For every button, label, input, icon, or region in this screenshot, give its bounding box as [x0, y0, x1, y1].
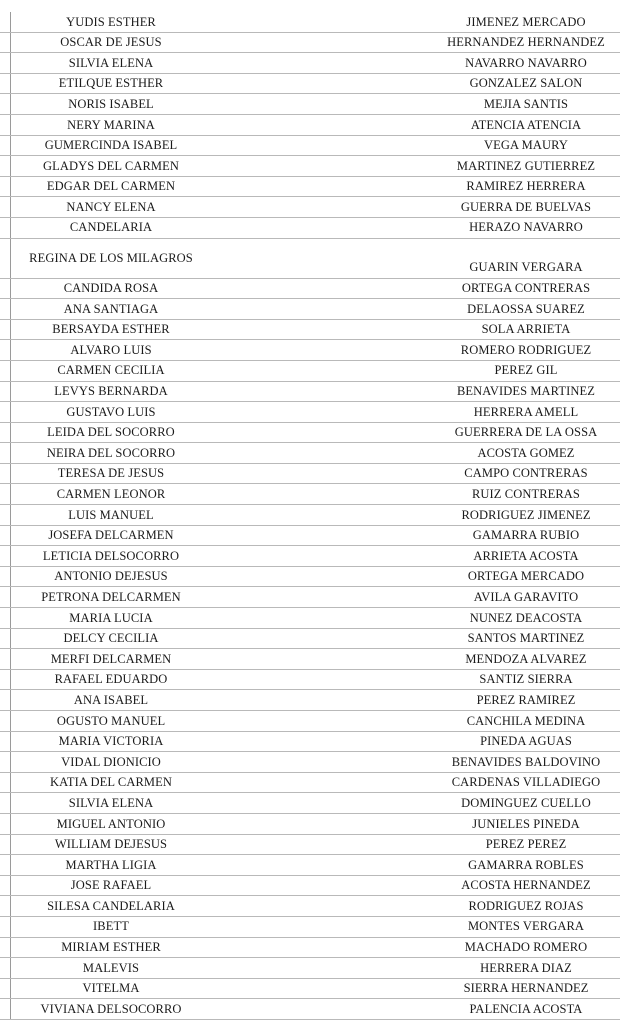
- last-name-cell: MARTINEZ GUTIERREZ: [456, 158, 596, 173]
- last-name-cell: ATENCIA ATENCIA: [470, 117, 582, 132]
- first-name-cell: ANA SANTIAGA: [63, 301, 159, 316]
- last-name-cell: BENAVIDES BALDOVINO: [451, 754, 601, 769]
- table-row: [0, 177, 620, 198]
- first-name-cell: CARMEN LEONOR: [56, 487, 166, 502]
- last-name-cell: SANTOS MARTINEZ: [467, 631, 585, 646]
- first-name-cell: CANDIDA ROSA: [63, 281, 159, 296]
- table-row: [0, 999, 620, 1020]
- table-row: [0, 484, 620, 505]
- last-name-cell: AVILA GARAVITO: [473, 589, 579, 604]
- table-row: [0, 752, 620, 773]
- table-row: [0, 917, 620, 938]
- first-name-cell: BERSAYDA ESTHER: [52, 322, 170, 337]
- table-row: [0, 279, 620, 300]
- last-name-cell: HERRERA AMELL: [473, 404, 579, 419]
- last-name-cell: PEREZ RAMIREZ: [476, 692, 576, 707]
- last-name-cell: GAMARRA ROBLES: [468, 857, 584, 872]
- last-name-cell: SANTIZ SIERRA: [479, 672, 573, 687]
- last-name-cell: HERNANDEZ HERNANDEZ: [447, 35, 605, 50]
- table-row: [0, 835, 620, 856]
- first-name-cell: ETILQUE ESTHER: [58, 76, 164, 91]
- table-row: [0, 197, 620, 218]
- first-name-cell: MALEVIS: [82, 960, 140, 975]
- table-row: [0, 587, 620, 608]
- table-row: [0, 814, 620, 835]
- table-row: [0, 979, 620, 1000]
- table-row: [0, 239, 620, 279]
- last-name-cell: SIERRA HERNANDEZ: [463, 981, 589, 996]
- table-row: [0, 94, 620, 115]
- table-row: [0, 136, 620, 157]
- last-name-cell: PALENCIA ACOSTA: [469, 1001, 583, 1016]
- last-name-cell: ACOSTA HERNANDEZ: [461, 878, 591, 893]
- table-row: [0, 649, 620, 670]
- last-name-cell: ACOSTA GOMEZ: [477, 445, 575, 460]
- first-name-cell: TERESA DE JESUS: [57, 466, 165, 481]
- table-row: [0, 423, 620, 444]
- last-name-cell: ORTEGA MERCADO: [467, 569, 585, 584]
- first-name-cell: REGINA DE LOS MILAGROS: [29, 250, 193, 265]
- last-name-cell: VEGA MAURY: [484, 138, 568, 153]
- first-name-cell: ALVARO LUIS: [70, 342, 152, 357]
- first-name-cell: MARTHA LIGIA: [65, 857, 157, 872]
- table-row: [0, 33, 620, 54]
- first-name-cell: LUIS MANUEL: [68, 507, 154, 522]
- table-row: [0, 53, 620, 74]
- names-table: [0, 12, 620, 1020]
- last-name-cell: NUNEZ DEACOSTA: [469, 610, 583, 625]
- last-name-cell: MEJIA SANTIS: [483, 96, 569, 111]
- last-name-cell: PEREZ GIL: [494, 363, 558, 378]
- first-name-cell: VITELMA: [82, 981, 140, 996]
- first-name-cell: NANCY ELENA: [66, 199, 156, 214]
- table-row: [0, 526, 620, 547]
- first-name-cell: LETICIA DELSOCORRO: [42, 548, 180, 563]
- table-row: [0, 340, 620, 361]
- last-name-cell: RUIZ CONTRERAS: [471, 487, 580, 502]
- last-name-cell: GAMARRA RUBIO: [472, 528, 580, 543]
- first-name-cell: VIVIANA DELSOCORRO: [40, 1001, 182, 1016]
- first-name-cell: GLADYS DEL CARMEN: [43, 158, 179, 173]
- table-row: [0, 567, 620, 588]
- table-row: [0, 690, 620, 711]
- first-name-cell: GUMERCINDA ISABEL: [44, 138, 178, 153]
- first-name-cell: EDGAR DEL CARMEN: [46, 179, 176, 194]
- last-name-cell: MACHADO ROMERO: [464, 940, 588, 955]
- table-row: [0, 732, 620, 753]
- last-name-cell: HERRERA DIAZ: [480, 960, 572, 975]
- last-name-cell: RODRIGUEZ ROJAS: [468, 898, 584, 913]
- table-row: [0, 402, 620, 423]
- first-name-cell: SILVIA ELENA: [68, 795, 154, 810]
- table-row: [0, 546, 620, 567]
- table-row: [0, 443, 620, 464]
- table-row: [0, 12, 620, 33]
- first-name-cell: MIRIAM ESTHER: [61, 940, 161, 955]
- first-name-cell: DELCY CECILIA: [63, 631, 159, 646]
- first-name-cell: OGUSTO MANUEL: [56, 713, 166, 728]
- last-name-cell: GUERRERA DE LA OSSA: [454, 425, 598, 440]
- last-name-cell: ARRIETA ACOSTA: [473, 548, 579, 563]
- first-name-cell: OSCAR DE JESUS: [60, 35, 162, 50]
- table-row: [0, 711, 620, 732]
- last-name-cell: GONZALEZ SALON: [469, 76, 583, 91]
- table-row: [0, 670, 620, 691]
- last-name-cell: GUARIN VERGARA: [469, 259, 583, 274]
- first-name-cell: MARIA VICTORIA: [58, 734, 164, 749]
- first-name-cell: GUSTAVO LUIS: [66, 404, 156, 419]
- last-name-cell: SOLA ARRIETA: [481, 322, 571, 337]
- first-name-cell: SILVIA ELENA: [68, 55, 154, 70]
- last-name-cell: PINEDA AGUAS: [480, 734, 572, 749]
- table-row: [0, 773, 620, 794]
- table-row: [0, 382, 620, 403]
- last-name-cell: CAMPO CONTRERAS: [464, 466, 588, 481]
- table-row: [0, 608, 620, 629]
- last-name-cell: MONTES VERGARA: [467, 919, 585, 934]
- last-name-cell: GUERRA DE BUELVAS: [460, 199, 592, 214]
- first-name-cell: RAFAEL EDUARDO: [54, 672, 168, 687]
- first-name-cell: ANTONIO DEJESUS: [54, 569, 168, 584]
- last-name-cell: RODRIGUEZ JIMENEZ: [461, 507, 591, 522]
- table-row: [0, 505, 620, 526]
- last-name-cell: JIMENEZ MERCADO: [466, 14, 586, 29]
- table-row: [0, 958, 620, 979]
- first-name-cell: ANA ISABEL: [73, 692, 149, 707]
- first-name-cell: NEIRA DEL SOCORRO: [46, 445, 176, 460]
- table-row: [0, 115, 620, 136]
- first-name-cell: NORIS ISABEL: [68, 96, 154, 111]
- first-name-cell: WILLIAM DEJESUS: [54, 837, 168, 852]
- last-name-cell: NAVARRO NAVARRO: [465, 55, 587, 70]
- first-name-cell: LEIDA DEL SOCORRO: [47, 425, 175, 440]
- table-row: [0, 938, 620, 959]
- table-row: [0, 855, 620, 876]
- first-name-cell: IBETT: [93, 919, 129, 934]
- last-name-cell: DOMINGUEZ CUELLO: [461, 795, 591, 810]
- first-name-cell: KATIA DEL CARMEN: [50, 775, 172, 790]
- table-row: [0, 74, 620, 95]
- table-row: [0, 299, 620, 320]
- last-name-cell: JUNIELES PINEDA: [472, 816, 580, 831]
- table-row: [0, 464, 620, 485]
- first-name-cell: YUDIS ESTHER: [66, 14, 156, 29]
- table-row: [0, 629, 620, 650]
- first-name-cell: SILESA CANDELARIA: [47, 898, 175, 913]
- table-row: [0, 156, 620, 177]
- last-name-cell: CARDENAS VILLADIEGO: [451, 775, 601, 790]
- first-name-cell: MIGUEL ANTONIO: [56, 816, 166, 831]
- last-name-cell: PEREZ PEREZ: [485, 837, 567, 852]
- first-name-cell: CARMEN CECILIA: [57, 363, 165, 378]
- last-name-cell: BENAVIDES MARTINEZ: [457, 384, 595, 399]
- first-name-cell: MERFI DELCARMEN: [50, 651, 172, 666]
- table-row: [0, 361, 620, 382]
- table-row: [0, 320, 620, 341]
- first-name-cell: JOSEFA DELCARMEN: [48, 528, 174, 543]
- first-name-cell: CANDELARIA: [69, 220, 153, 235]
- table-row: [0, 896, 620, 917]
- last-name-cell: ROMERO RODRIGUEZ: [460, 342, 592, 357]
- last-name-cell: CANCHILA MEDINA: [466, 713, 586, 728]
- first-name-cell: LEVYS BERNARDA: [54, 384, 168, 399]
- last-name-cell: HERAZO NAVARRO: [469, 220, 583, 235]
- last-name-cell: MENDOZA ALVAREZ: [465, 651, 587, 666]
- first-name-cell: JOSE RAFAEL: [70, 878, 152, 893]
- last-name-cell: DELAOSSA SUAREZ: [467, 301, 585, 316]
- table-row: [0, 793, 620, 814]
- first-name-cell: NERY MARINA: [67, 117, 155, 132]
- table-row: [0, 876, 620, 897]
- last-name-cell: ORTEGA CONTRERAS: [461, 281, 591, 296]
- first-name-cell: MARIA LUCIA: [69, 610, 153, 625]
- table-row: [0, 218, 620, 239]
- first-name-cell: PETRONA DELCARMEN: [41, 589, 181, 604]
- first-name-cell: VIDAL DIONICIO: [61, 754, 161, 769]
- last-name-cell: RAMIREZ HERRERA: [466, 179, 586, 194]
